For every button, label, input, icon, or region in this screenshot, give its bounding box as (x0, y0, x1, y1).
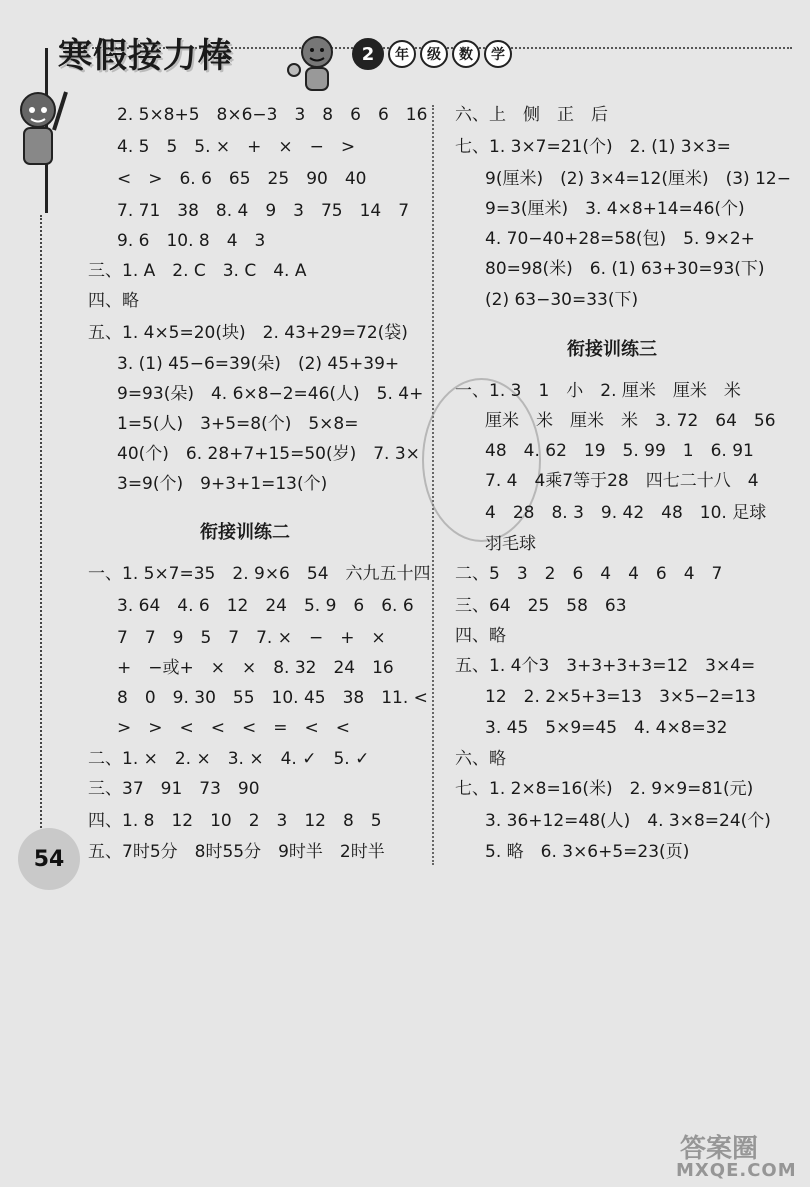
answer-line: 五、7时5分 8时55分 9时半 2时半 (88, 842, 385, 862)
watermark-logo: 答案圈 (680, 1134, 759, 1164)
grade-char: 年 (388, 40, 416, 68)
answer-line: 3. 45 5×9=45 4. 4×8=32 (485, 718, 728, 738)
answer-line: 9. 6 10. 8 4 3 (117, 231, 266, 251)
answer-line: 9=93(朵) 4. 6×8−2=46(人) 5. 4+ (117, 384, 424, 404)
answer-line: 80=98(米) 6. (1) 63+30=93(下) (485, 259, 765, 279)
answer-line: 四、1. 8 12 10 2 3 12 8 5 (88, 811, 382, 831)
answer-line: 9(厘米) (2) 3×4=12(厘米) (3) 12− (485, 169, 791, 189)
answer-line: 5. 略 6. 3×6+5=23(页) (485, 842, 690, 862)
answer-line: 48 4. 62 19 5. 99 1 6. 91 (485, 441, 754, 461)
answer-line: 7 7 9 5 7 7. × − + × (117, 628, 386, 648)
answer-line: 五、1. 4个3 3+3+3+3=12 3×4= (455, 656, 756, 676)
watermark-url: MXQE.COM (676, 1160, 797, 1181)
answer-line: 六、略 (455, 749, 506, 769)
answer-line: 3. 36+12=48(人) 4. 3×8=24(个) (485, 811, 771, 831)
answer-line: 8 0 9. 30 55 10. 45 38 11. < (117, 688, 428, 708)
answer-line: 七、1. 2×8=16(米) 2. 9×9=81(元) (455, 779, 754, 799)
answer-line: 五、1. 4×5=20(块) 2. 43+29=72(袋) (88, 323, 408, 343)
answer-line: 3. (1) 45−6=39(朵) (2) 45+39+ (117, 354, 400, 374)
subject-char: 数 (452, 40, 480, 68)
section-title: 衔接训练三 (567, 339, 657, 360)
mascot-icon (282, 28, 352, 98)
grade-number: 2 (352, 38, 384, 70)
answer-line: 2. 5×8+5 8×6−3 3 8 6 6 16 (117, 105, 428, 125)
answer-line: 一、1. 5×7=35 2. 9×6 54 六九五十四 (88, 564, 431, 584)
answer-line: 二、1. × 2. × 3. × 4. ✓ 5. ✓ (88, 749, 370, 769)
answer-line: 4. 5 5 5. × + × − > (117, 137, 356, 157)
answer-line: 9=3(厘米) 3. 4×8+14=46(个) (485, 199, 745, 219)
grade-subject-badges (352, 38, 512, 70)
answer-line: 一、1. 3 1 小 2. 厘米 厘米 米 (455, 381, 741, 401)
answer-line: 四、略 (88, 291, 139, 311)
answer-line: 1=5(人) 3+5=8(个) 5×8= (117, 414, 359, 434)
section-title: 衔接训练二 (200, 522, 290, 543)
answer-line: 12 2. 2×5+3=13 3×5−2=13 (485, 687, 756, 707)
grade-char: 级 (420, 40, 448, 68)
answer-line: 六、上 侧 正 后 (455, 105, 608, 125)
page-number-badge (18, 828, 80, 890)
answer-line: 二、5 3 2 6 4 4 6 4 7 (455, 564, 723, 584)
answer-line: 三、64 25 58 63 (455, 596, 627, 616)
answer-line: (2) 63−30=33(下) (485, 290, 639, 310)
page-number: 54 (33, 846, 65, 872)
answer-line: 三、37 91 73 90 (88, 779, 260, 799)
answer-line: 7. 4 4乘7等于28 四七二十八 4 (485, 471, 759, 491)
answer-line: < > 6. 6 65 25 90 40 (117, 169, 367, 189)
answer-line: 40(个) 6. 28+7+15=50(岁) 7. 3× (117, 444, 420, 464)
answer-line: 4 28 8. 3 9. 42 48 10. 足球 (485, 503, 767, 523)
answer-line: 四、略 (455, 626, 506, 646)
answer-line: 三、1. A 2. C 3. C 4. A (88, 261, 307, 281)
left-margin-dots (40, 215, 42, 835)
answer-line: 羽毛球 (485, 534, 536, 554)
answer-line: 3. 64 4. 6 12 24 5. 9 6 6. 6 (117, 596, 414, 616)
subject-char: 学 (484, 40, 512, 68)
answer-line: 七、1. 3×7=21(个) 2. (1) 3×3= (455, 137, 731, 157)
answer-line: 3=9(个) 9+3+1=13(个) (117, 474, 328, 494)
answer-line: > > < < < = < < (117, 718, 350, 738)
answer-line: 7. 71 38 8. 4 9 3 75 14 7 (117, 201, 410, 221)
answer-line: + −或+ × × 8. 32 24 16 (117, 658, 394, 678)
answer-line: 4. 70−40+28=58(包) 5. 9×2+ (485, 229, 755, 249)
book-title: 寒假接力棒 (58, 36, 233, 76)
kid-mascot-icon (10, 88, 70, 178)
answer-line: 厘米 米 厘米 米 3. 72 64 56 (485, 411, 776, 431)
